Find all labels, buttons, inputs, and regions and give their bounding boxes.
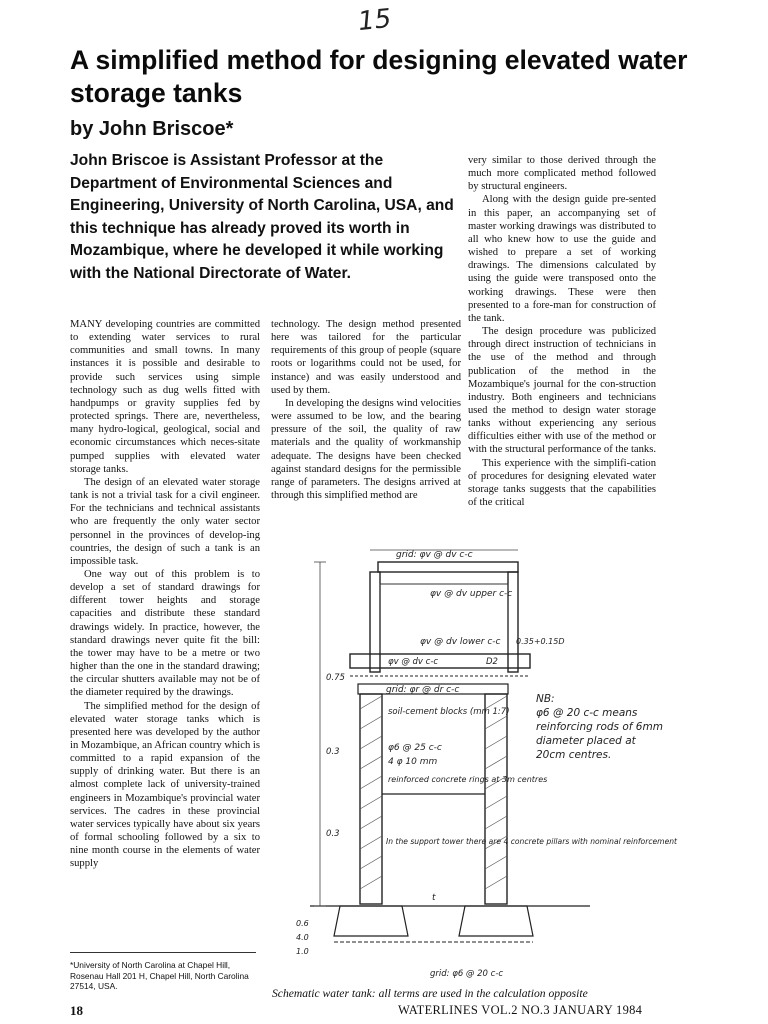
- label-ring-grid: grid: φr @ dr c-c: [386, 685, 460, 695]
- tank-roof-slab: [378, 562, 518, 572]
- tower-left-pillar: [360, 694, 382, 904]
- body-column-2: [271, 318, 461, 502]
- label-ties: φ6 @ 25 c-c: [388, 743, 442, 753]
- dim-foot-3: 1.0: [296, 947, 309, 956]
- right-footing: [459, 906, 533, 936]
- body-column-1: [70, 318, 260, 871]
- body-column-3: [468, 154, 656, 509]
- paragraph: The design procedure was publicized through direct instruction of technicians in the use of the method and through publication of the method in the Mozambique's journal for the con-struction industry. Both engineers and technicians used the method to design water storage tanks without experiencing any serious difficulties either with use of the method or with the structural performance of the tanks.: [468, 326, 656, 456]
- tank-right-wall: [508, 572, 518, 672]
- dim-foot-1: 0.6: [296, 919, 309, 928]
- label-concrete-rings: reinforced concrete rings at 3m centres: [388, 775, 548, 784]
- tank-base-slab: [350, 654, 530, 668]
- running-footer: WATERLINES VOL.2 NO.3 JANUARY 1984: [398, 1003, 643, 1017]
- label-support-pillars: In the support tower there are 4 concrete pillars with nominal reinforcement: [386, 837, 678, 846]
- article-byline: by John Briscoe*: [70, 118, 234, 140]
- dim-low: 0.3: [326, 829, 340, 839]
- paragraph: Along with the design guide pre-sented in this paper, an accompanying set of master working drawings was distributed to all who knew how to use the guide and wished to prepare a set of working drawings. The dimensions calculated by using the guide were transposed onto the working drawings. These were then presented to a fore-man for construction of the tank.: [468, 194, 656, 324]
- ground-mark: t: [432, 893, 436, 903]
- dim-foot-2: 4.0: [296, 933, 309, 942]
- figure-caption: Schematic water tank: all terms are used in the calculation opposite: [272, 987, 588, 1000]
- label-slab-thickness: 0.35+0.15D: [516, 637, 565, 646]
- label-wall-bars: φv @ dv upper c-c: [430, 589, 513, 599]
- paragraph: very similar to those derived through the much more complicated method followed by structural engineers.: [468, 155, 656, 193]
- label-soil-cement-blocks: soil-cement blocks (mm 1:7): [388, 707, 510, 717]
- article-standfirst: John Briscoe is Assistant Professor at the Department of Environmental Sciences and Engineering, University of North Carolina, USA, and this technique has already proved its worth in Mozambique, where he developed it while working with the National Directorate of Water.: [70, 152, 454, 282]
- article-title: A simplified method for designing elevated water storage tanks: [70, 45, 688, 108]
- handwritten-page-number: 15: [356, 3, 393, 38]
- tank-left-wall: [370, 572, 380, 672]
- dim-mid: 0.3: [326, 747, 340, 757]
- note-heading: NB:: [536, 693, 555, 705]
- paragraph: In developing the designs wind velocities were assumed to be low, and the bearing pressure of the soil, the quality of raw materials and the quality of workmanship adequate. The designs have been checked against standard designs for the permissible range of parameters. The designs arrived at through this simplified method are: [271, 397, 461, 502]
- paragraph: MANY developing countries are committed to extending water services to rural communities and small towns. In many instances it is possible and desirable to provide such services using simple technology such as dug wells fitted with handpumps or gravity supplies fed by protected springs. There are, nevertheless, many hydro-logical, geological, social and economic circumstances which neces-sitate pumped supplies with elevated water storage tanks.: [70, 319, 260, 475]
- label-foundation-grid: grid: φ6 @ 20 c-c: [430, 969, 504, 979]
- label-base-bars: φv @ dv lower c-c: [420, 637, 501, 647]
- paragraph: This experience with the simplifi-cation of procedures for designing elevated water storage tanks suggests that the capabilities of the critical: [468, 457, 656, 509]
- label-cantilever: D2: [486, 657, 498, 667]
- paragraph: The simplified method for the design of elevated water storage tanks which is presented here was developed by the author in Mozambique, an African country which is committed to a rapid expansion of the supply of drinking water. But there is an almost complete lack of university-trained engineers in Mozambique's provincial water services. The cadres in these provincial water services typically have about six years of formal schooling followed by a six to nine month course in the elements of water supply: [70, 700, 260, 870]
- tank-schematic-figure: [290, 544, 710, 984]
- dim-upper: 0.75: [326, 673, 345, 683]
- author-footnote: *University of North Carolina at Chapel Hill, Rosenau Hall 201 H, Chapel Hill, North Carolina 27514, USA.: [70, 960, 249, 991]
- figure-note: [536, 692, 666, 762]
- tank-schematic-drawing: [290, 544, 710, 984]
- tower-right-pillar: [485, 694, 507, 904]
- label-top-grid: grid: φv @ dv c-c: [396, 550, 473, 560]
- left-footing: [334, 906, 408, 936]
- label-main-bars: 4 φ 10 mm: [388, 757, 438, 767]
- page-number: 18: [70, 1003, 83, 1018]
- paragraph: One way out of this problem is to develop a set of standard drawings for different tower heights and storage capacities and distribute these standard drawings widely. In practice, however, the standard drawings never quite fit the bill: the tower may have to be a metre or two higher than the one in the standard drawing; the circular shutters available may not be of the diameter required by the drawings.: [70, 568, 260, 699]
- paragraph: technology. The design method presented here was tailored for the particular requirements of this group of people (square roots or logarithms could not be used, for instance) and was easily understood and used by them.: [271, 319, 461, 396]
- note-text: φ6 @ 20 c-c means reinforcing rods of 6mm diameter placed at 20cm centres.: [536, 707, 663, 761]
- label-corner-bars: φv @ dv c-c: [388, 657, 439, 667]
- footnote-rule: [70, 952, 256, 953]
- paragraph: The design of an elevated water storage tank is not a trivial task for a civil engineer. For the technicians and technical assistants who are frequently the only water sector personnel in the provinces of develop-ing countries, the design of such a tank is an impossible task.: [70, 476, 260, 567]
